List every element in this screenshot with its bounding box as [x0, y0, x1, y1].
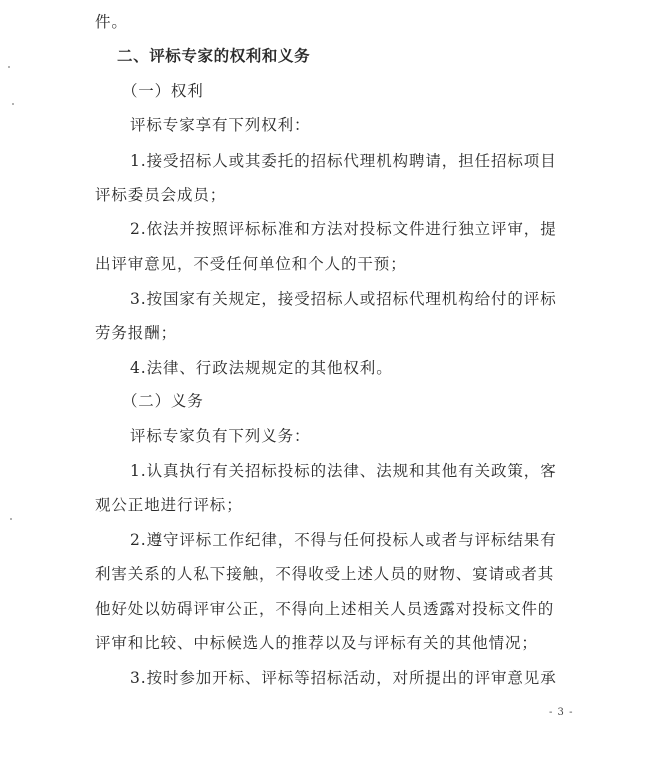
list-item-1: 1.认真执行有关招标投标的法律、法规和其他有关政策，客 [130, 462, 557, 480]
text-line: 劳务报酬； [95, 324, 178, 342]
text-line: 评标专家负有下列义务： [130, 427, 311, 445]
list-item-4: 4.法律、行政法规规定的其他权利。 [130, 359, 393, 377]
page-number: - 3 - [549, 707, 574, 718]
scan-speck [12, 103, 14, 105]
text-line: 观公正地进行评标； [95, 496, 243, 514]
list-item-3: 3.按时参加开标、评标等招标活动，对所提出的评审意见承 [130, 669, 557, 687]
subsection-heading-rights: （一）权利 [122, 82, 204, 100]
text-line: 出评审意见，不受任何单位和个人的干预； [95, 255, 407, 273]
text-line: 他好处以妨碍评审公正，不得向上述相关人员透露对投标文件的 [95, 600, 555, 618]
scan-speck [8, 66, 10, 68]
scan-speck [10, 518, 12, 520]
list-item-3: 3.按国家有关规定，接受招标人或招标代理机构给付的评标 [130, 290, 557, 308]
section-heading: 二、评标专家的权利和义务 [117, 46, 311, 65]
list-item-1: 1.接受招标人或其委托的招标代理机构聘请，担任招标项目 [130, 152, 557, 170]
text-line: 评标委员会成员； [95, 186, 227, 204]
text-line: 评审和比较、中标候选人的推荐以及与评标有关的其他情况； [95, 634, 538, 652]
subsection-heading-duties: （二）义务 [122, 392, 204, 410]
text-line: 件。 [95, 13, 128, 31]
list-item-2: 2.依法并按照评标标准和方法对投标文件进行独立评审，提 [130, 220, 557, 238]
text-line: 评标专家享有下列权利： [130, 116, 311, 134]
text-line: 利害关系的人私下接触，不得收受上述人员的财物、宴请或者其 [95, 565, 555, 583]
list-item-2: 2.遵守评标工作纪律，不得与任何投标人或者与评标结果有 [130, 531, 557, 549]
